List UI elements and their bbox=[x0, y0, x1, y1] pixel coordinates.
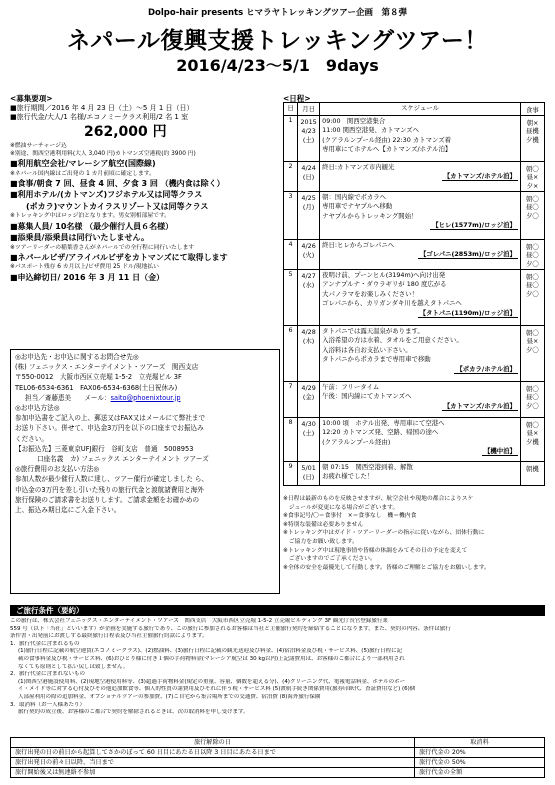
travel-fee: ■旅行代金/大人/1 名様/エコノミークラス利用/2 名 1 室 bbox=[10, 113, 189, 122]
schedule-row bbox=[284, 417, 545, 461]
day-meals bbox=[520, 325, 544, 381]
accommodation bbox=[322, 250, 518, 260]
company-name: (株) フェニックス・エンターテイメント・ツアーズ 関西支店 bbox=[15, 363, 199, 372]
condition-text: 旅行契約の成立後、お客様のご都合で契約を解除されるときは、次の取消料を申し受けます。 bbox=[18, 709, 249, 716]
date-part: (日) bbox=[302, 172, 315, 181]
condition-text: 559 号（以下「当社」といいます）が企画を実施する旅行であり、この旅行に参加されるお客様は当社と主催旅行契約を締結することになります。また、契約の内容、条件は旅行 bbox=[10, 625, 451, 632]
email-link[interactable]: saito@phoenixtour.jp bbox=[110, 393, 181, 402]
hotels-pokhara: (ポカラ)マウントカイラスリゾート又は同等クラス bbox=[26, 201, 209, 211]
cancel-fee: 旅行代金の全額 bbox=[415, 768, 545, 778]
meal-mark: 夕〇 bbox=[526, 289, 539, 298]
schedule-line: お疲れ様でした！ bbox=[322, 472, 374, 481]
meal-mark: 昼〇 bbox=[526, 251, 539, 260]
date-part: (土) bbox=[302, 135, 315, 144]
date-part: 4/29 bbox=[301, 383, 316, 392]
condition-text: 載の食事料金及び税・サービス料、(6)おひとり様に付き１個の手荷物料金(マレーシア航空は 30 kg以内)上記諸費用は、お客様のご都合により一部利用され bbox=[18, 655, 405, 662]
meal-mark: 昼〇 bbox=[526, 281, 539, 290]
meal-mark: 朝機 bbox=[526, 464, 539, 473]
col-meal: 食事 bbox=[520, 103, 544, 116]
domestic-flight-note: ※ネパール国内線はご出発の 1 カ月前頃に確定します。 bbox=[10, 170, 155, 177]
day-date bbox=[298, 325, 320, 381]
condition-text: この旅行は、株式会社フェニックス・エンターテイメント・ツアーズ 関西支店 大阪市西区立売堀 1-5-2 立売堀ビルディング 3F 観光庁長官登録旅行業 bbox=[10, 618, 388, 624]
schedule-line: (クアラルンプール経由) 22:30 カトマンズ着 bbox=[322, 135, 451, 144]
schedule-note: ございますのでご了承ください。 bbox=[283, 556, 376, 563]
presenter-line: Dolpo-hair presents ヒマラヤトレッキングツアー企画 第８弾 bbox=[147, 8, 408, 18]
accommodation-text: 【ゴレパニ(2853m)/ロッジ泊】 bbox=[419, 250, 516, 259]
bank-account: 【お振込先】三菱東京UFJ銀行 谷町支店 普通 5008953 bbox=[15, 444, 194, 453]
payment-text-3: 旅行保険のご請求書をお送りします。ご請求金額をお確かめの bbox=[15, 495, 200, 504]
airport-tax-note: ※別途、関西空港利用料(大人 3,040 円)カトマンズ空港税(約 3900 円) bbox=[10, 151, 196, 158]
payment-text-4: 上、振込み期日迄にご入金下さい。 bbox=[15, 506, 121, 515]
date-part: (金) bbox=[302, 392, 315, 401]
accommodation bbox=[322, 221, 518, 231]
guide: ■添乗員/添乗員は同行いたしません。 bbox=[10, 233, 149, 243]
meal-mark: 昼× bbox=[526, 337, 539, 346]
date-part: 4/26 bbox=[301, 241, 316, 250]
meal-mark: 朝〇 bbox=[526, 164, 539, 173]
contact-box bbox=[10, 349, 280, 594]
meal-mark: 夕機 bbox=[526, 135, 539, 144]
cancel-row bbox=[11, 748, 545, 758]
date-part: 4/28 bbox=[301, 327, 316, 336]
company-phone: TEL06-6534-6361 FAX06-6534-6368(土日祝休み) bbox=[15, 383, 178, 392]
meal-mark: 夕× bbox=[526, 181, 539, 190]
hotels: ■利用ホテル/(カトマンズ)フジホテル又は同等クラス bbox=[10, 190, 203, 200]
meals: ■食事/朝食 7 回、昼食 4 回、夕食 3 回 （機内食は除く） bbox=[10, 178, 225, 188]
date-part: 4/27 bbox=[301, 271, 316, 280]
schedule-row bbox=[284, 115, 545, 161]
lodge-note: ※トレッキング中はロッジ泊となります。男女別相部屋です。 bbox=[10, 213, 171, 220]
schedule-note: ※トレッキング中はガイド・ツアーリーダーの指示に従いながら、団体行動に bbox=[283, 530, 485, 537]
schedule-row bbox=[284, 461, 545, 485]
day-schedule bbox=[320, 161, 521, 191]
passport-note: ※パスポート残存 6 カ月以上/ビザ費用 25 ドル/現地払い bbox=[10, 264, 159, 271]
cancel-col-date: 旅行解除の日 bbox=[11, 738, 415, 748]
col-day: 日 bbox=[284, 103, 298, 116]
cancel-fee: 旅行代金の 50% bbox=[415, 758, 545, 768]
schedule-line: 入浴料は各自お支払い下さい。 bbox=[322, 345, 412, 354]
day-schedule bbox=[320, 325, 521, 381]
meal-mark: 昼〇 bbox=[526, 393, 539, 402]
schedule-row bbox=[284, 191, 545, 239]
meal-mark: 朝〇 bbox=[526, 272, 539, 281]
day-date bbox=[298, 239, 320, 269]
meal-mark: 朝〇 bbox=[526, 328, 539, 337]
meal-mark: 朝〇 bbox=[526, 242, 539, 251]
day-schedule bbox=[320, 381, 521, 417]
recruit-label: <募集要項> bbox=[10, 94, 53, 103]
deadline: ■申込締切日/ 2016 年 3 月 11 日（金） bbox=[10, 272, 165, 282]
accommodation-text: 【ヒレ(1577m)/ロッジ泊】 bbox=[432, 221, 516, 230]
meal-mark: 夕〇 bbox=[526, 401, 539, 410]
apply-heading: ◎お申込方法◎ bbox=[15, 404, 60, 413]
schedule-table bbox=[283, 102, 545, 486]
date-part: 5/01 bbox=[301, 463, 316, 472]
day-meals bbox=[520, 461, 544, 485]
date-part: (水) bbox=[302, 280, 315, 289]
schedule-line: 午後：国内線にてカトマンズへ bbox=[322, 392, 412, 401]
price: 262,000 円 bbox=[84, 123, 167, 140]
day-meals bbox=[520, 381, 544, 417]
tour-dates: 2016/4/23～5/1 9days bbox=[176, 56, 379, 75]
date-part: (月) bbox=[302, 202, 315, 211]
schedule-line: 午前：フリータイム bbox=[322, 382, 380, 391]
travel-period: ■旅行期間／2016 年 4 月 23 日（土）～5 月 1 日（日） bbox=[10, 104, 194, 112]
schedule-line: 10:00 頃 ホテル出発、専用車にて空港へ bbox=[322, 418, 445, 427]
schedule-line: 終日:カトマンズ市内観光 bbox=[322, 162, 395, 171]
condition-text: イ・メイド等に対する心付及びその他追加飲食等、個人的性質の諸費用及びそれに伴う税・サービス料 (5)渡航手続き関係費用(旅券印紙代、査証費用など) (6)個 bbox=[18, 686, 416, 693]
day-number: 6 bbox=[284, 325, 298, 381]
condition-text: (1)関西空港施設使用料、(2)現地空港使用料等、(3)超過手荷物料金(規定の重量、容量、個数を超える分)、(4)クリーニング代、電報電話料金、ホテルのボー bbox=[18, 678, 406, 685]
meal-mark: 昼× bbox=[526, 429, 539, 438]
day-date bbox=[298, 461, 320, 485]
date-part: 4/23 bbox=[301, 126, 316, 135]
recruitment-section bbox=[10, 93, 280, 283]
schedule-notes bbox=[283, 495, 545, 572]
day-number: 8 bbox=[284, 417, 298, 461]
accommodation-text: 【カトマンズ/ホテル泊】 bbox=[443, 172, 516, 181]
accommodation-text: 【機中泊】 bbox=[483, 447, 516, 456]
condition-text: 2．旅行代金に含まれないもの bbox=[10, 671, 86, 678]
cancel-col-fee: 取消料 bbox=[415, 738, 545, 748]
meal-mark: 夕〇 bbox=[526, 211, 539, 220]
day-number: 2 bbox=[284, 161, 298, 191]
meal-mark: 昼機 bbox=[526, 127, 539, 136]
condition-text: 人部屋利用の際の追加料金、オプショナルツアーの参加費、(7)ご自宅から集合場所までの交通費、宿泊費 (8)海外旅行保険 bbox=[18, 693, 321, 700]
date-part: 4/24 bbox=[301, 163, 316, 172]
date-part: 2015 bbox=[300, 117, 317, 126]
schedule-line: (クアラルンプール経由) bbox=[322, 437, 391, 446]
schedule-row bbox=[284, 269, 545, 325]
meal-mark: 朝〇 bbox=[526, 384, 539, 393]
schedule-line: 朝 07:15 関西空港到着、解散 bbox=[322, 462, 413, 471]
condition-text: なくても原則として払い戻しは致しません。 bbox=[18, 663, 129, 670]
schedule-line: タトパニからポカラまで専用車で移動 bbox=[322, 355, 431, 364]
cancel-period: 旅行出発の日の前日から起算してさかのぼって 60 日目にあたる日以降 3 日目にあたる日まで bbox=[11, 748, 415, 758]
schedule-note: ジュールが変更になる場合がございます。 bbox=[283, 504, 399, 511]
day-date bbox=[298, 115, 320, 161]
schedule-row bbox=[284, 161, 545, 191]
day-schedule bbox=[320, 269, 521, 325]
schedule-note: ご協力をお願い致します。 bbox=[283, 538, 358, 545]
day-number: 3 bbox=[284, 191, 298, 239]
schedule-line: 朝：国内線でポカラへ bbox=[322, 192, 387, 201]
company-address: 〒550-0012 大阪市西区立売堀 1-5-2 立売堀ビル 3F bbox=[15, 373, 182, 382]
schedule-line: 09:00 関西空港集合 bbox=[322, 116, 386, 125]
accommodation-text: 【ポカラ/ホテル泊】 bbox=[456, 364, 516, 373]
schedule-note: ※日程は最新のものを反映させますが、航空会社や現地の都合によりスケ bbox=[283, 496, 474, 502]
col-schedule: スケジュール bbox=[320, 103, 521, 116]
surcharge-note: ※燃油サーチャージ込 bbox=[10, 142, 67, 149]
day-date bbox=[298, 161, 320, 191]
schedule-line: アンナプルナ・ダウラギリが 180 度広がる bbox=[322, 280, 447, 289]
cancel-fee-table bbox=[10, 737, 545, 778]
day-schedule bbox=[320, 191, 521, 239]
schedule-row bbox=[284, 381, 545, 417]
cancel-row bbox=[11, 768, 545, 778]
conditions-bar: ご旅行条件（要約） bbox=[10, 605, 545, 616]
schedule-row bbox=[284, 239, 545, 269]
condition-text: 3．取消料（お一人様あたり） bbox=[10, 701, 86, 708]
accommodation-text: 【タトパニ(1190m)/ロッジ泊】 bbox=[419, 308, 516, 317]
schedule-line: 専用車でナヤプルへ移動 bbox=[322, 202, 393, 211]
day-meals bbox=[520, 191, 544, 239]
day-number: 1 bbox=[284, 115, 298, 161]
condition-text: (1)旅行日程に記載の航空運賃(エコノミークラス)、(2)燃油料、(3)旅行日程に記載の観光送迎及び料金、(4)宿泊料金及び税・サービス料、(5)旅行日程に記 bbox=[18, 648, 403, 655]
day-schedule bbox=[320, 115, 521, 161]
payment-heading: ◎旅行費用のお支払い方法◎ bbox=[15, 465, 100, 474]
meal-mark: 朝〇 bbox=[526, 420, 539, 429]
day-meals bbox=[520, 417, 544, 461]
meal-mark: 夕〇 bbox=[526, 345, 539, 354]
apply-text-3: ください。 bbox=[15, 434, 48, 443]
meal-mark: 夕〇 bbox=[526, 259, 539, 268]
cancel-fee: 旅行代金の 20% bbox=[415, 748, 545, 758]
schedule-line: 11:00 関西空港発、カトマンズへ bbox=[322, 126, 420, 135]
visa: ■ネパールビザ/アライバルビザをカトマンズにて取得します bbox=[10, 252, 228, 262]
apply-text-1: 参加申込書をご記入の上、郵送又はFAX又はメールにて弊社まで bbox=[15, 414, 206, 423]
day-meals bbox=[520, 269, 544, 325]
day-number: 7 bbox=[284, 381, 298, 417]
day-number: 9 bbox=[284, 461, 298, 485]
payment-text-2: 申込金の3万円を差し引いた残りの旅行代金と渡航諸費用と海外 bbox=[15, 485, 204, 494]
meal-mark: 朝× bbox=[526, 118, 539, 127]
schedule-line: ゴレパニから、カリガンダキ川を越えタトパニへ bbox=[322, 299, 462, 308]
airline: ■利用航空会社/マレーシア航空(国際線) bbox=[10, 159, 156, 169]
meal-mark: 朝〇 bbox=[526, 194, 539, 203]
contact-heading: ◎お申込先・お申込に関するお問合せ先◎ bbox=[15, 353, 139, 361]
meal-mark: 昼× bbox=[526, 173, 539, 182]
day-number: 4 bbox=[284, 239, 298, 269]
schedule-line: ナヤプルからトレッキング開始！ bbox=[322, 211, 418, 220]
schedule-label: <日程> bbox=[283, 94, 311, 103]
schedule-line: 大パノラマをお楽しみください！ bbox=[322, 289, 418, 298]
meal-mark: 夕機 bbox=[526, 437, 539, 446]
apply-text-2: お送り下さい。併せて、申込金3万円を以下の口座までお振込み bbox=[15, 424, 204, 433]
schedule-note: ※特別な装備は必要ありません bbox=[283, 521, 364, 528]
condition-text: 1．旅行代金に含まれるもの bbox=[10, 640, 80, 647]
accommodation bbox=[322, 309, 518, 319]
cancel-period: 旅行開始後又は無連絡不参加 bbox=[11, 768, 415, 778]
day-schedule bbox=[320, 461, 521, 485]
cancel-row bbox=[11, 758, 545, 768]
conditions-section bbox=[10, 618, 545, 717]
page-title: ネパール復興支援トレッキングツアー！ bbox=[67, 28, 488, 54]
date-part: (日) bbox=[302, 472, 315, 481]
schedule-row bbox=[284, 325, 545, 381]
day-date bbox=[298, 417, 320, 461]
cancel-period: 旅行出発日の前々日以降、当日まで bbox=[11, 758, 415, 768]
schedule-line: 終日:ヒレからゴレパニへ bbox=[322, 240, 395, 249]
date-part: 4/25 bbox=[301, 193, 316, 202]
day-schedule bbox=[320, 417, 521, 461]
day-meals bbox=[520, 161, 544, 191]
schedule-line: タトパニでは露天温泉があります。 bbox=[322, 326, 424, 335]
contact-person: 担当／斎藤恵美 メール：saito@phoenixtour.jp bbox=[25, 393, 181, 402]
schedule-note: ※食事記号/〇＝食事付 ×＝食事なし 機＝機内食 bbox=[283, 513, 417, 520]
date-part: (木) bbox=[302, 336, 315, 345]
accommodation-text: 【カトマンズ/ホテル泊】 bbox=[443, 401, 516, 410]
condition-text: 条件書・出発前にお渡しする最終旅行日程表及び当社主催旅行約款によります。 bbox=[10, 633, 208, 640]
col-date: 月日 bbox=[298, 103, 320, 116]
day-schedule bbox=[320, 239, 521, 269]
accommodation bbox=[322, 172, 518, 182]
day-date bbox=[298, 381, 320, 417]
guide-note: ※ツアーリーダーの稲葉香さんがネパールでの全行程に同行いたします bbox=[10, 244, 195, 251]
schedule-line: 入浴希望の方は水着、タオルをご用意ください。 bbox=[322, 336, 463, 345]
account-name: 口座名義 カ) フェニックス エンターテイメント ツアーズ bbox=[37, 455, 209, 464]
schedule-line: 専用車にてホテルへ【カトマンズ/ホテル泊】 bbox=[322, 145, 452, 154]
schedule-line: 夜明け前、プーンヒル(3194m)へ向け出発 bbox=[322, 270, 446, 279]
meal-mark: 昼〇 bbox=[526, 203, 539, 212]
accommodation bbox=[322, 365, 518, 375]
date-part: (土) bbox=[302, 428, 315, 437]
day-date bbox=[298, 191, 320, 239]
day-date bbox=[298, 269, 320, 325]
schedule-note: ※トレッキング中は現地事情や皆様の体調をみてその日の予定を変えて bbox=[283, 547, 468, 554]
accommodation bbox=[322, 447, 518, 457]
day-number: 5 bbox=[284, 269, 298, 325]
date-part: (火) bbox=[302, 250, 315, 259]
members: ■募集人員/ 10名様 （最少催行人員６名様） bbox=[10, 221, 174, 231]
day-meals bbox=[520, 239, 544, 269]
date-part: 4/30 bbox=[301, 419, 316, 428]
schedule-line: 12:20 カトマンズ発、空路、帰国の途へ bbox=[322, 428, 439, 437]
accommodation bbox=[322, 402, 518, 412]
day-meals bbox=[520, 115, 544, 161]
payment-text-1: 参加人数が最少催行人数に達し、ツアー催行が確定しました ら、 bbox=[15, 475, 209, 484]
schedule-note: ※全体の安全を最優先して行動します。皆様のご理解とご協力をお願いします。 bbox=[283, 564, 490, 571]
